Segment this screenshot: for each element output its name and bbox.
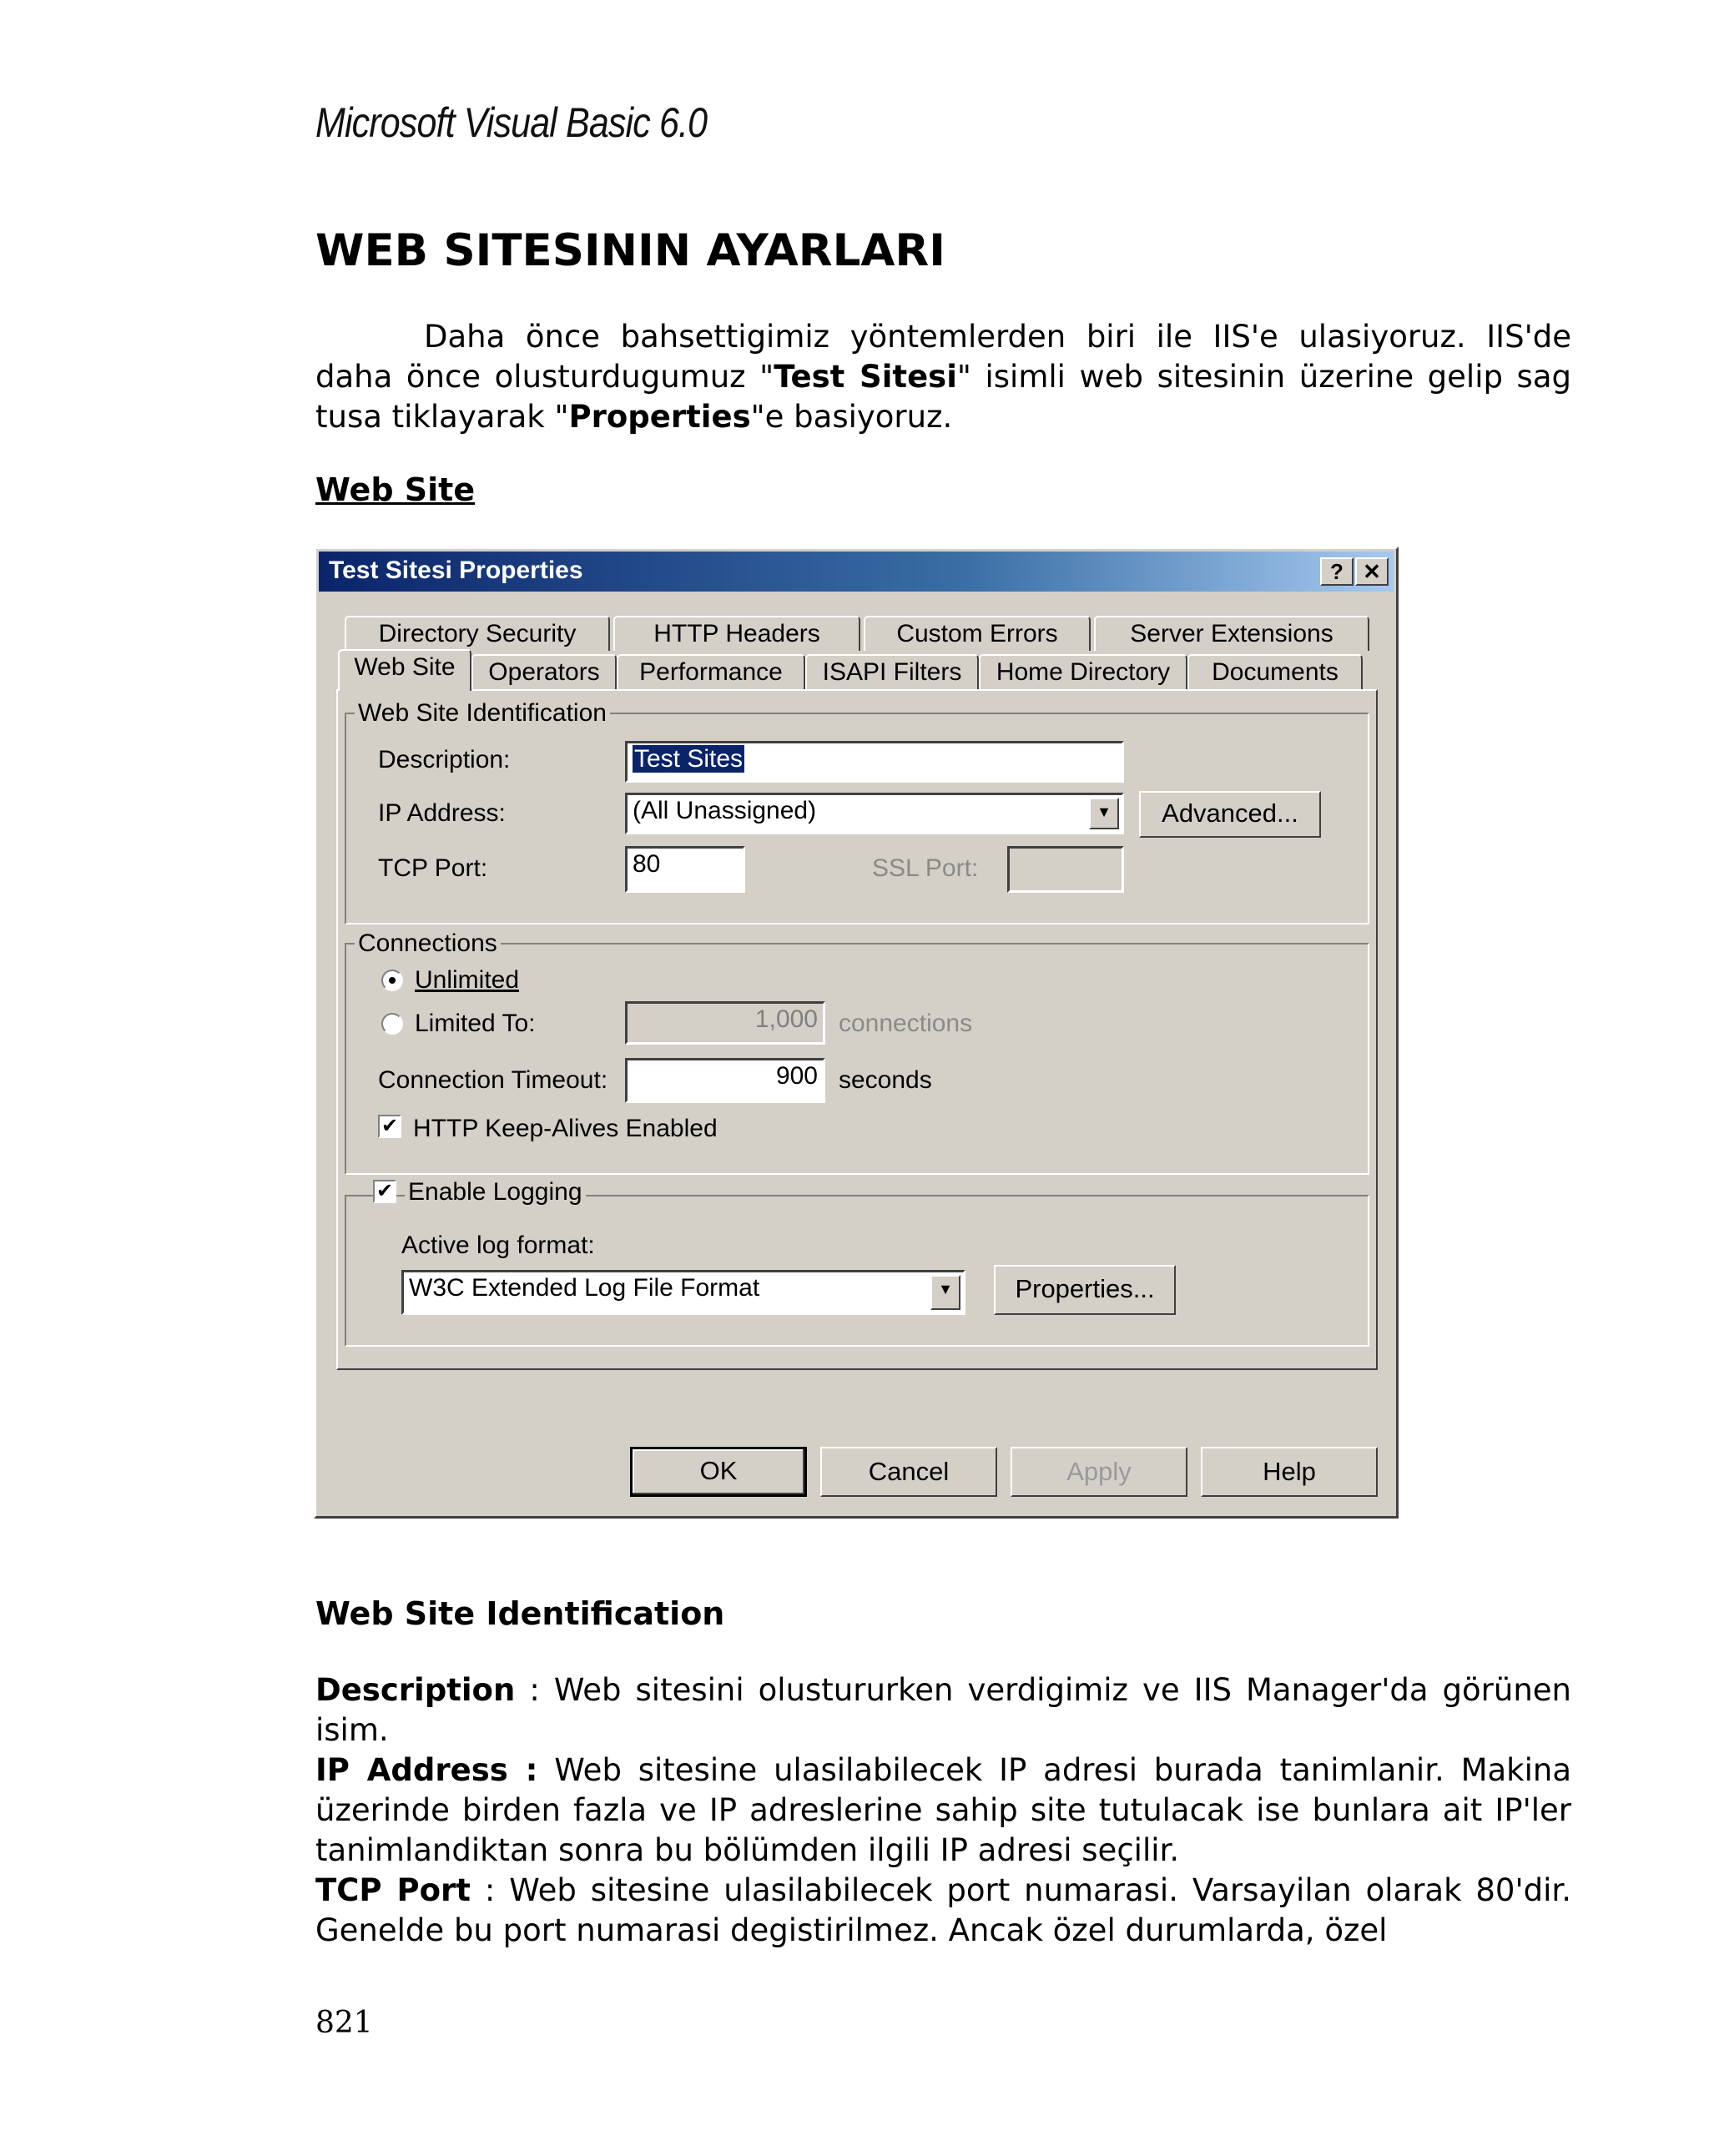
tab-home-directory[interactable]: Home Directory bbox=[979, 654, 1187, 689]
ok-button[interactable]: OK bbox=[630, 1447, 807, 1497]
tab-documents[interactable]: Documents bbox=[1187, 654, 1363, 689]
section-title-web-site: Web Site bbox=[315, 471, 476, 508]
connection-timeout-input[interactable]: 900 bbox=[625, 1058, 825, 1103]
tab-custom-errors[interactable]: Custom Errors bbox=[864, 616, 1091, 651]
advanced-button[interactable]: Advanced... bbox=[1139, 791, 1321, 838]
ip-address-term: IP Address : bbox=[315, 1752, 538, 1788]
apply-button[interactable]: Apply bbox=[1011, 1447, 1187, 1497]
connections-group-label: Connections bbox=[355, 929, 501, 958]
header-title: Microsoft Visual Basic 6.0 bbox=[315, 99, 708, 146]
description-term: Description bbox=[315, 1672, 516, 1708]
active-log-format-label: Active log format: bbox=[401, 1232, 595, 1259]
help-button[interactable]: Help bbox=[1201, 1447, 1378, 1497]
limited-to-radio[interactable] bbox=[381, 1013, 403, 1035]
ip-address-value: (All Unassigned) bbox=[633, 797, 817, 824]
tab-operators[interactable]: Operators bbox=[471, 654, 617, 689]
tab-http-headers[interactable]: HTTP Headers bbox=[613, 616, 860, 651]
description-input[interactable] bbox=[625, 741, 1124, 783]
limited-to-input[interactable]: 1,000 bbox=[625, 1001, 825, 1045]
properties-dialog bbox=[314, 547, 1399, 1519]
connection-timeout-label: Connection Timeout: bbox=[378, 1066, 608, 1094]
ssl-port-label: SSL Port: bbox=[872, 854, 979, 882]
section-title-identification: Web Site Identification bbox=[315, 1595, 725, 1632]
logging-properties-button[interactable]: Properties... bbox=[994, 1265, 1176, 1315]
log-format-select[interactable] bbox=[401, 1270, 965, 1315]
connections-unit: connections bbox=[839, 1010, 973, 1037]
dialog-title: Test Sitesi Properties bbox=[329, 557, 583, 584]
description-value: Test Sites bbox=[634, 745, 744, 773]
enable-logging-checkbox[interactable]: ✔ bbox=[373, 1180, 396, 1203]
keepalive-label: HTTP Keep-Alives Enabled bbox=[413, 1115, 718, 1142]
dialog-titlebar bbox=[319, 552, 1394, 592]
cancel-button[interactable]: Cancel bbox=[820, 1447, 997, 1497]
tab-web-site[interactable]: Web Site bbox=[338, 649, 471, 691]
definitions-paragraph bbox=[315, 1670, 1571, 1951]
chevron-down-icon[interactable]: ▼ bbox=[1089, 798, 1119, 829]
tcp-port-definition: : Web sitesine ulasilabilecek port numarasi. Varsayilan olarak 80'dir. Genelde bu port numarasi degistirilmez. Ancak özel durumlarda, özel bbox=[315, 1872, 1571, 1948]
tcp-port-label: TCP Port: bbox=[378, 854, 488, 882]
help-title-button[interactable]: ? bbox=[1320, 557, 1354, 586]
ssl-port-input[interactable] bbox=[1007, 846, 1124, 893]
log-format-value: W3C Extended Log File Format bbox=[409, 1274, 760, 1302]
intro-bold-test-sitesi: Test Sitesi bbox=[774, 359, 957, 395]
enable-logging-label: Enable Logging bbox=[405, 1178, 586, 1206]
ip-address-select[interactable] bbox=[625, 793, 1124, 834]
description-definition: : Web sitesini olustururken verdigimiz ve IIS Manager'da görünen isim. bbox=[315, 1672, 1571, 1748]
tab-directory-security[interactable]: Directory Security bbox=[345, 616, 610, 651]
tcp-port-input[interactable]: 80 bbox=[625, 846, 745, 893]
close-icon[interactable]: ✕ bbox=[1355, 557, 1389, 586]
identification-group-label: Web Site Identification bbox=[355, 699, 610, 728]
tab-server-extensions[interactable]: Server Extensions bbox=[1094, 616, 1369, 651]
intro-bold-properties: Properties bbox=[568, 399, 751, 435]
seconds-unit: seconds bbox=[839, 1066, 932, 1094]
intro-paragraph: Daha önce bahsettigimiz yöntemlerden biri ile IIS'e ulasiyoruz. IIS'de daha önce olusturdugumuz "Test Sitesi" isimli web sitesinin üzerine gelip sag tusa tiklayarak "Properties"e basiyoruz. bbox=[315, 319, 1571, 435]
tab-isapi-filters[interactable]: ISAPI Filters bbox=[805, 654, 979, 689]
keepalive-checkbox[interactable]: ✔ bbox=[378, 1115, 401, 1138]
tab-performance[interactable]: Performance bbox=[617, 654, 805, 689]
chevron-down-icon[interactable]: ▼ bbox=[930, 1275, 960, 1310]
limited-to-label: Limited To: bbox=[415, 1010, 536, 1037]
ip-address-definition: Web sitesine ulasilabilecek IP adresi burada tanimlanir. Makina üzerinde birden fazla ve IP adreslerine sahip site tutulacak ise bunlara ait IP'ler tanimlandiktan sonra bu bölümden ilgili IP adresi seçilir. bbox=[315, 1752, 1571, 1868]
tab-panel bbox=[336, 689, 1378, 1370]
description-label: Description: bbox=[378, 746, 511, 773]
page-number: 821 bbox=[315, 2006, 373, 2040]
unlimited-radio[interactable] bbox=[381, 970, 403, 991]
page-heading: WEB SITESININ AYARLARI bbox=[315, 225, 945, 276]
ip-address-label: IP Address: bbox=[378, 799, 506, 827]
unlimited-label: Unlimited bbox=[415, 966, 520, 994]
tcp-port-term: TCP Port bbox=[315, 1872, 471, 1908]
